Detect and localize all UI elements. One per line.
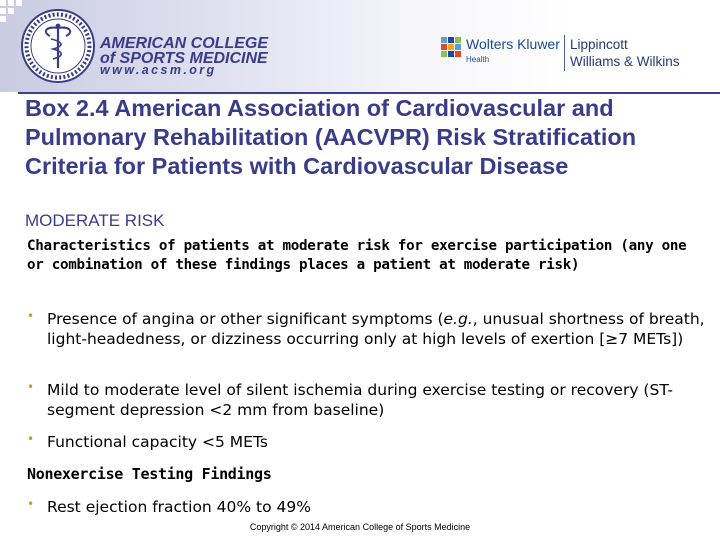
list-item-text: Mild to moderate level of silent ischemia during exercise testing or recovery (ST-segment depression <2 mm from baseline): [47, 381, 673, 419]
list-item-text: Rest ejection fraction 40% to 49%: [47, 498, 311, 516]
header-band: [0, 0, 720, 92]
list-item-text-part: Presence of angina or other significant symptoms (: [47, 310, 444, 328]
logo-divider: [564, 35, 565, 71]
section-subheading: Nonexercise Testing Findings: [27, 465, 272, 483]
bullet-icon: •: [27, 497, 35, 511]
publisher-name: Wolters Kluwer: [466, 36, 560, 52]
bullet-icon: •: [27, 309, 35, 323]
slide-title: Box 2.4 American Association of Cardiovascular and Pulmonary Rehabilitation (AACVPR) Risk Stratification Criteria for Patients with Cardiovascular Disease: [25, 95, 637, 179]
intro-text: Characteristics of patients at moderate risk for exercise participation (any one or combination of these findings places a patient at moderate risk): [27, 238, 687, 273]
wolters-kluwer-logo-icon: [440, 36, 462, 58]
bullet-icon: •: [27, 432, 35, 446]
org-name: [100, 36, 268, 66]
list-item-text-part: , unusual shortness of breath, light-headedness, or dizziness occurring only at high levels of exertion [≥7 METs]): [47, 310, 705, 348]
imprint-name: [570, 36, 680, 70]
list-item-text: [47, 309, 707, 349]
list-item-text: Functional capacity <5 METs: [47, 433, 268, 451]
org-url: www.acsm.org: [100, 63, 217, 77]
list-item-text-italic: e.g.: [443, 310, 473, 328]
org-name-line1: AMERICAN COLLEGE: [100, 35, 268, 52]
imprint-line2: Williams & Wilkins: [570, 54, 680, 69]
acsm-seal-logo: [20, 8, 96, 84]
risk-heading: MODERATE RISK: [25, 211, 165, 230]
bullet-icon: •: [27, 380, 35, 394]
org-name-line2: of SPORTS MEDICINE: [100, 50, 268, 67]
copyright-footer: Copyright © 2014 American College of Sports Medicine: [249, 522, 471, 532]
imprint-line1: Lippincott: [570, 37, 628, 52]
publisher-sub: Health: [466, 55, 490, 64]
